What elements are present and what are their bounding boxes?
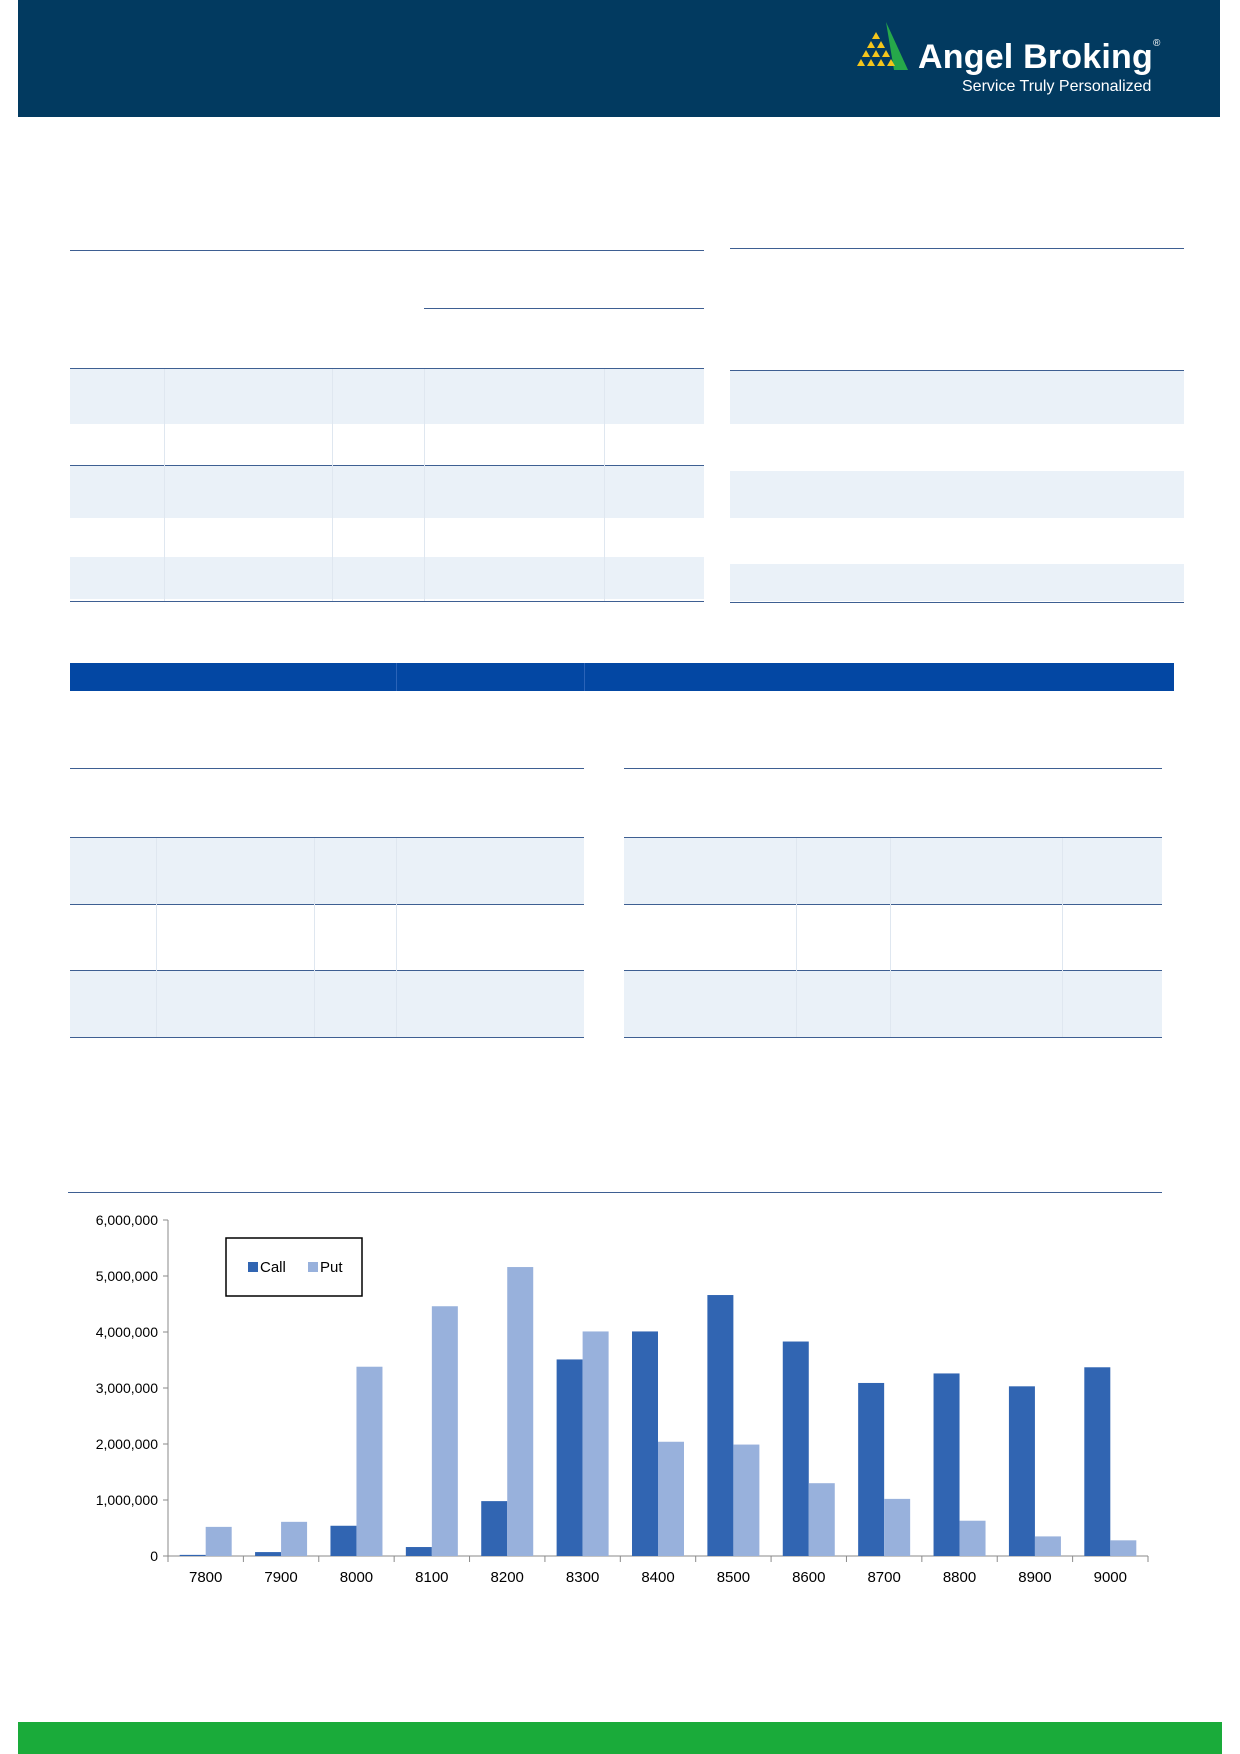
brand-tagline: Service Truly Personalized [962,78,1152,95]
call-bar-9000 [1084,1367,1110,1556]
call-bar-7800 [180,1555,206,1556]
y-tick-label: 4,000,000 [95,1324,158,1340]
call-bar-8700 [858,1383,884,1556]
call-bar-8300 [557,1359,583,1556]
y-tick-label: 1,000,000 [95,1492,158,1508]
section-bar-divider [584,663,585,691]
put-bar-8600 [809,1483,835,1556]
page-footer [18,1722,1222,1754]
call-bar-8900 [1009,1386,1035,1556]
x-tick-label: 8800 [942,1569,977,1586]
put-bar-8800 [960,1521,986,1556]
put-bar-8300 [583,1331,609,1556]
x-tick-label: 8100 [415,1569,449,1586]
x-tick-label: 8000 [339,1569,374,1586]
x-tick-label: 7800 [189,1569,223,1586]
call-bar-8500 [707,1295,733,1556]
x-tick-label: 7900 [264,1569,298,1586]
put-bar-7800 [206,1527,232,1556]
x-tick-label: 8700 [867,1569,901,1586]
put-bar-8000 [356,1367,382,1556]
angel-logo-icon [850,22,908,74]
x-tick-label: 8300 [565,1569,600,1586]
legend-label-put: Put [320,1259,343,1276]
call-bar-7900 [255,1552,281,1556]
call-bar-8200 [481,1501,507,1556]
call-bar-8600 [783,1342,809,1556]
call-bar-8800 [934,1373,960,1556]
x-tick-label: 8500 [716,1569,751,1586]
x-tick-label: 8400 [641,1569,675,1586]
chart-top-rule [68,1192,1162,1193]
call-bar-8100 [406,1547,432,1556]
call-bar-8400 [632,1331,658,1556]
page-header [18,0,1220,117]
put-bar-7900 [281,1522,307,1556]
put-bar-8900 [1035,1536,1061,1556]
legend-swatch-put [308,1262,318,1272]
legend-swatch-call [248,1262,258,1272]
x-tick-label: 9000 [1093,1569,1127,1586]
y-tick-label: 0 [150,1548,158,1564]
brand-logo [850,22,1170,102]
open-interest-chart [60,1200,1170,1600]
x-tick-label: 8900 [1018,1569,1052,1586]
legend-label-call: Call [260,1259,286,1276]
section-bar-divider [396,663,397,691]
put-bar-9000 [1110,1540,1136,1556]
y-tick-label: 2,000,000 [95,1436,158,1452]
put-bar-8100 [432,1306,458,1556]
y-tick-label: 5,000,000 [95,1268,158,1284]
put-bar-8500 [733,1445,759,1556]
x-tick-label: 8200 [490,1569,524,1586]
y-tick-label: 6,000,000 [95,1212,158,1228]
put-bar-8400 [658,1442,684,1556]
put-bar-8200 [507,1267,533,1556]
section-header-bar [70,663,1174,691]
call-bar-8000 [330,1526,356,1556]
y-tick-label: 3,000,000 [95,1380,158,1396]
put-bar-8700 [884,1499,910,1556]
brand-name: Angel Broking® [918,38,1161,76]
x-tick-label: 8600 [792,1569,826,1586]
